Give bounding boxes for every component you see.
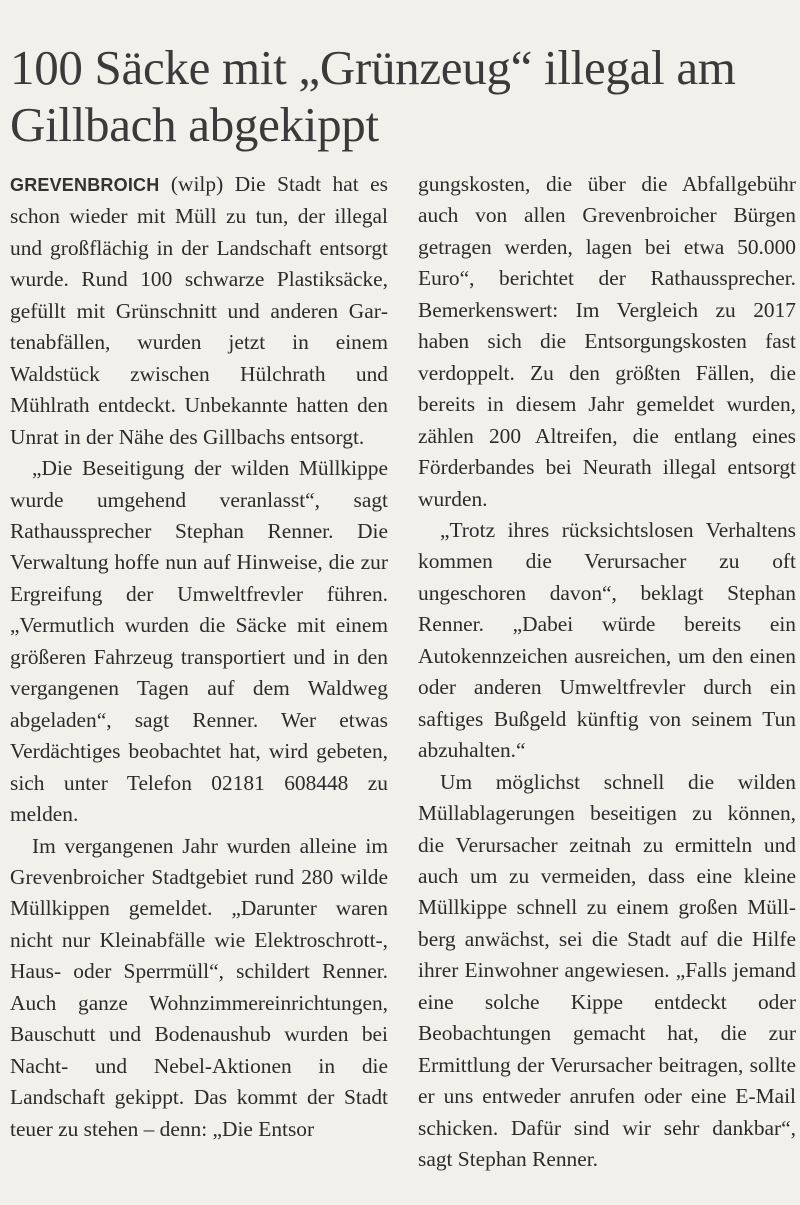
paragraph: gungskosten, die über die Abfallgebühr auch von allen Grevenbroicher Bürgen getragen werden, lagen bei etwa 50.000 Euro“, berichtet der Rathaussprecher. Bemerkenswert: Im Vergleich zu 2017 haben sich die Entsorgungskosten fast verdoppelt. Zu den größten Fällen, die bereits in diesem Jahr gemeldet wurden, zählen 200 Altreifen, die entlang eines Förderbandes bei Neurath illegal entsorgt wurden. <box>418 172 796 511</box>
article-headline: 100 Säcke mit „Grünzeug“ illegal am Gillbach abgekippt <box>10 39 736 152</box>
paragraph: „Trotz ihres rücksichtslosen Verhaltens kommen die Verursacher zu oft ungeschoren davon“, beklagt Stephan Renner. „Dabei würde bereits ein Autokennzeichen ausreichen, um den einen oder anderen Umweltfrevler durch ein saftiges Bußgeld künftig von seinem Tun abzuhalten.“ <box>418 517 796 763</box>
paragraph: Um möglichst schnell die wilden Müllablagerungen beseitigen zu können, die Verursacher zeitnah zu ermitteln und auch um zu vermeiden, dass eine kleine Müllkippe schnell zu einem großen Müllberg anwächst, sei die Stadt auf die Hilfe ihrer Einwohner angewiesen. „Falls jemand eine solche Kippe entdeckt oder Beobachtungen gemacht hat, die zur Ermittlung der Verursacher beitragen, sollte er uns entweder anrufen oder eine E-Mail schicken. Dafür sind wir sehr dankbar“, sagt Stephan Renner. <box>418 769 796 1172</box>
article-column-left <box>10 169 388 1145</box>
byline: (wilp) <box>170 172 224 196</box>
article-column-right <box>418 169 796 1176</box>
paragraph: „Die Beseitigung der wilden Müllkippe wurde umgehend veranlasst“, sagt Rathaussprecher Stephan Renner. Die Verwaltung hoffe nun auf Hinweise, die zur Ergreifung der Umweltfrevler führen. „Vermutlich wurden die Säcke mit einem größeren Fahrzeug transportiert und in den vergangenen Tagen auf dem Waldweg abgeladen“, sagt Renner. Wer etwas Verdächtiges beobachtet hat, wird gebeten, sich unter Telefon 02181 608448 zu melden. <box>10 456 388 827</box>
paragraph: Im vergangenen Jahr wurden alleine im Grevenbroicher Stadtgebiet rund 280 wilde Müllkippen gemeldet. „Darunter waren nicht nur Kleinabfälle wie Elektroschrott-, Haus- oder Sperrmüll“, schildert Renner. Auch ganze Wohnzimmereinrichtungen, Bauschutt und Bodenaushub wurden bei Nacht- und Nebel-Aktionen in die Landschaft gekippt. Das kommt der Stadt teuer zu stehen – denn: „Die Entsor <box>10 833 388 1141</box>
dateline: GREVENBROICH <box>10 175 160 195</box>
paragraph-text: Die Stadt hat es schon wieder mit Müll zu tun, der illegal und großflächig in der Landschaft entsorgt wurde. Rund 100 schwarze Plastiksäcke, gefüllt mit Grünschnitt und anderen Gartenabfällen, wurden jetzt in einem Waldstück zwischen Hülchrath und Mühlrath entdeckt. Unbekannte hatten den Unrat in der Nähe des Gillbachs entsorgt. <box>10 172 388 449</box>
lead-paragraph <box>10 169 388 453</box>
